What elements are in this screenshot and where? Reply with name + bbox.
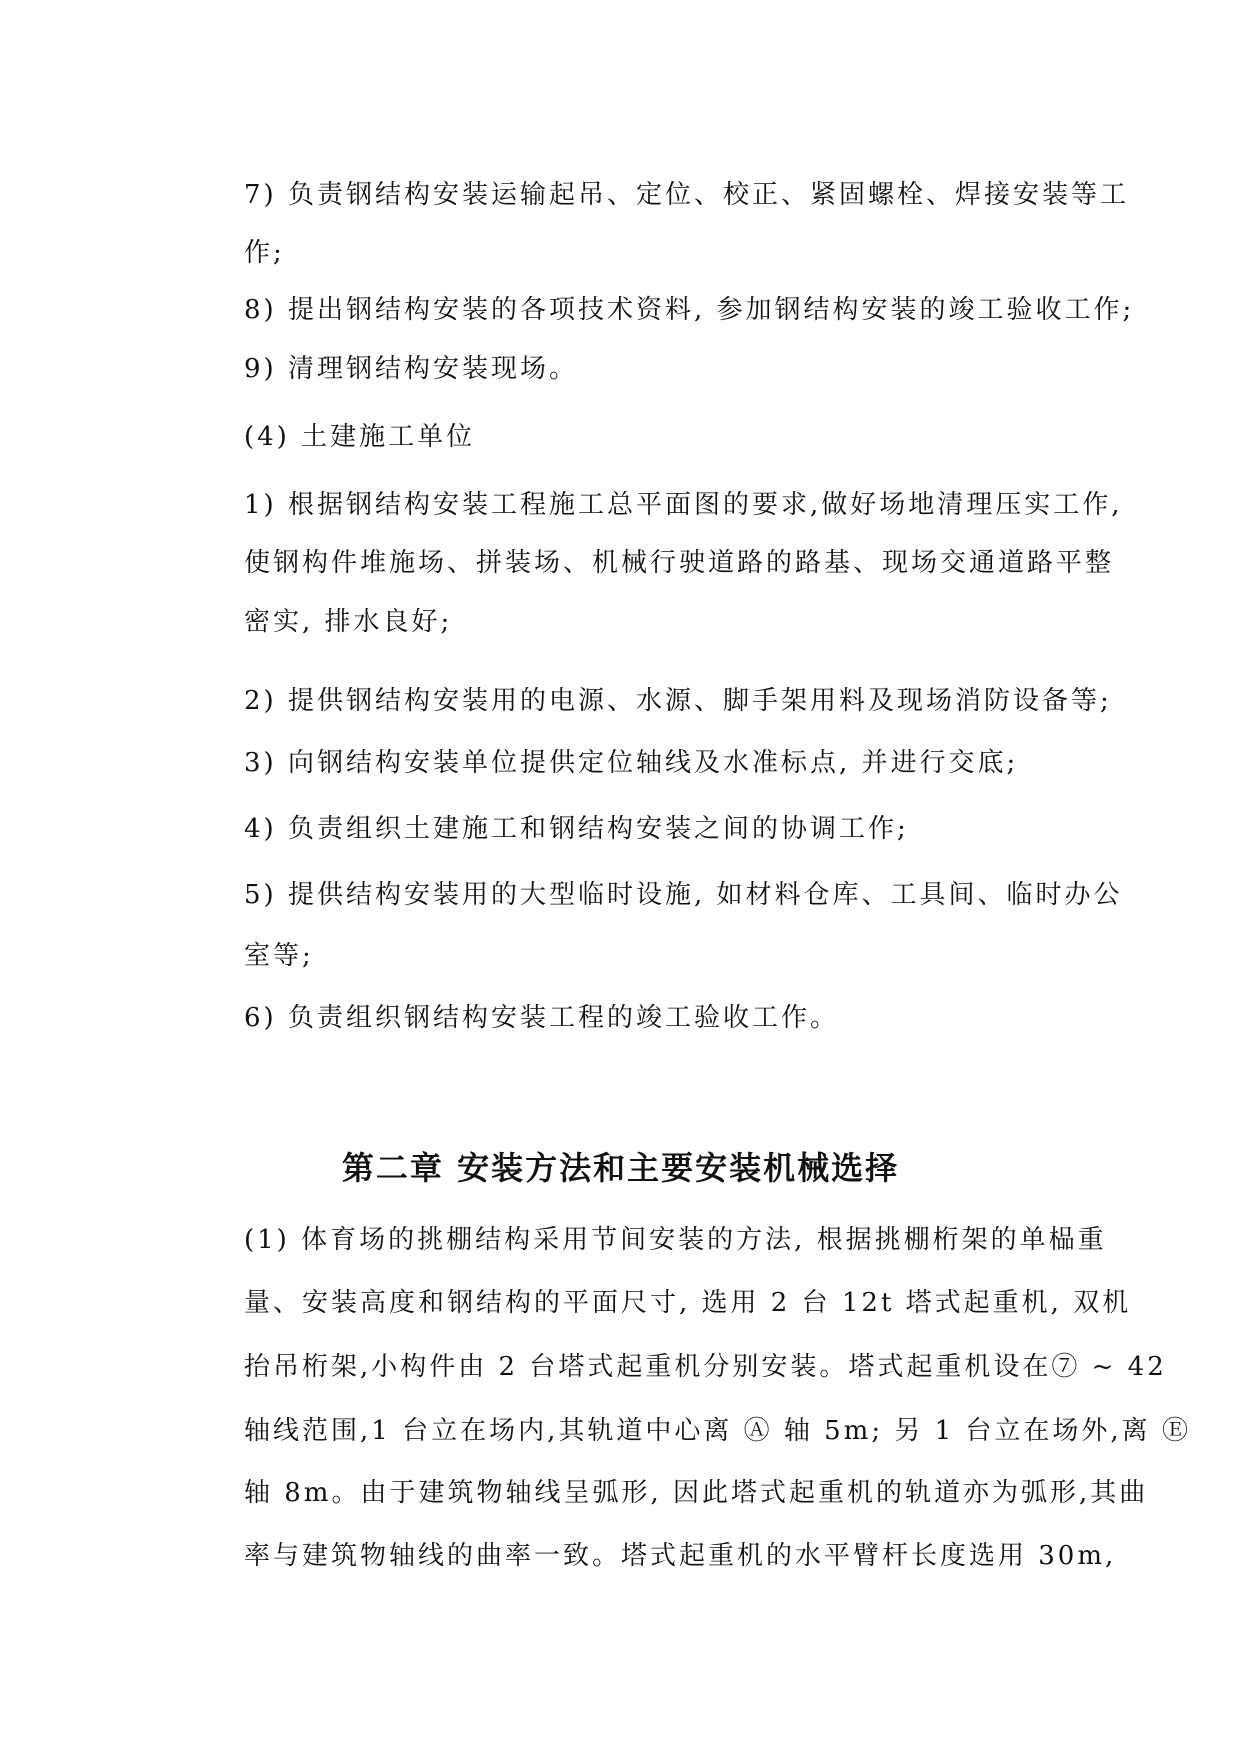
text-line: 率与建筑物轴线的曲率一致。塔式起重机的水平臂杆长度选用 30m, xyxy=(244,1541,1117,1571)
text-line: 室等; xyxy=(244,941,314,971)
text-line: 9) 清理钢结构安装现场。 xyxy=(244,354,578,384)
text-line: 8) 提出钢结构安装的各项技术资料, 参加钢结构安装的竣工验收工作; xyxy=(244,295,1135,325)
text-line: 密实, 排水良好; xyxy=(244,607,453,637)
text-line: 6) 负责组织钢结构安装工程的竣工验收工作。 xyxy=(244,1003,839,1033)
section-title: (4) 土建施工单位 xyxy=(244,422,476,452)
text-line: 轴线范围,1 台立在场内,其轨道中心离 Ⓐ 轴 5m; 另 1 台立在场外,离 Ⓔ xyxy=(244,1416,1191,1446)
text-line: 使钢构件堆施场、拼装场、机械行驶道路的路基、现场交通道路平整 xyxy=(244,548,1115,578)
text-line: 7) 负责钢结构安装运输起吊、定位、校正、紧固螺栓、焊接安装等工 xyxy=(244,180,1129,210)
text-line: 2) 提供钢结构安装用的电源、水源、脚手架用料及现场消防设备等; xyxy=(244,686,1112,716)
text-line: 作; xyxy=(244,238,285,268)
text-line: 抬吊桁架,小构件由 2 台塔式起重机分别安装。塔式起重机设在⑦ ~ 42 xyxy=(244,1352,1167,1382)
text-line: 轴 8m。由于建筑物轴线呈弧形, 因此塔式起重机的轨道亦为弧形,其曲 xyxy=(244,1478,1149,1508)
text-line: 3) 向钢结构安装单位提供定位轴线及水准标点, 并进行交底; xyxy=(244,748,1019,778)
chapter-heading: 第二章 安装方法和主要安装机械选择 xyxy=(341,1149,900,1187)
text-line: (1) 体育场的挑棚结构采用节间安装的方法, 根据挑棚桁架的单榀重 xyxy=(244,1225,1107,1255)
text-line: 1) 根据钢结构安装工程施工总平面图的要求,做好场地清理压实工作, xyxy=(244,490,1123,520)
text-line: 量、安装高度和钢结构的平面尺寸, 选用 2 台 12t 塔式起重机, 双机 xyxy=(244,1288,1132,1318)
text-line: 4) 负责组织土建施工和钢结构安装之间的协调工作; xyxy=(244,814,909,844)
text-line: 5) 提供结构安装用的大型临时设施, 如材料仓库、工具间、临时办公 xyxy=(244,880,1123,910)
